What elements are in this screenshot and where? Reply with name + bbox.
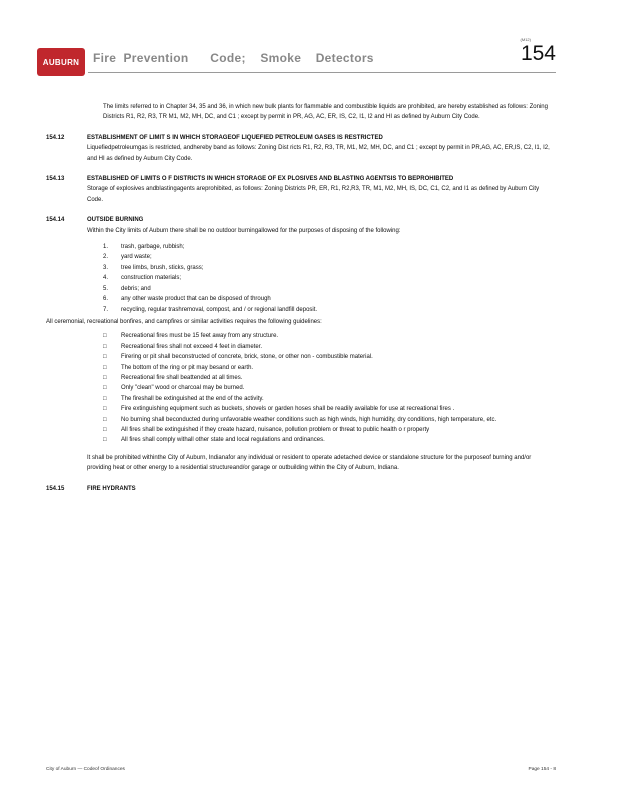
section-body: Liquefiedpetroleumgas is restricted, andhereby band as follows: Zoning Dist ricts R1, R2, R3, TR, M1, M2, MH, DC, and C1 ; except by permit in PR,AG, AC, ER,IS, C2, I1, I2, and HI as defined by Auburn City Code. <box>87 145 550 162</box>
checkbox-bullet-icon: □ <box>103 354 107 361</box>
guidelines-intro: All ceremonial, recreational bonfires, and campfires or similar activities requires the following guidelines: <box>46 318 322 325</box>
list-item: 5. debris; and <box>103 285 151 292</box>
list-item: 1. trash, garbage, rubbish; <box>103 244 185 251</box>
section-body: Within the City limits of Auburn there shall be no outdoor burningallowed for the purposes of disposing of the following: <box>87 227 401 234</box>
guideline-item: □ No burning shall beconducted during unfavorable weather conditions such as high winds, high humidity, dry conditions, high temperature, etc. <box>103 415 556 425</box>
checkbox-bullet-icon: □ <box>103 426 107 433</box>
header-divider <box>88 72 556 73</box>
auburn-logo <box>37 48 85 76</box>
guideline-item: □ Recreational fires shall not exceed 4 feet in diameter. <box>103 342 556 352</box>
intro-paragraph: The limits referred to in Chapter 34, 35 and 36, in which new bulk plants for flammable and combustible liquids are prohibited, are hereby established as follows: Zoning Districts R1, R2, R3, TR M1, M2, MH, DC, and C1 ; except by permit in PR, AG, AC, ER, IS, C2, I1, I2 and HI as defined by Auburn City Code. <box>103 104 548 121</box>
section-number: 154.12 <box>46 134 65 141</box>
section-title: FIRE HYDRANTS <box>87 485 136 492</box>
section-154-14 <box>46 215 556 473</box>
list-item: 7. recycling, regular trashremoval, compost, and / or regional landfill deposit. <box>103 306 318 313</box>
guideline-item: □ The fireshall be extinguished at the end of the activity. <box>103 394 556 404</box>
checkbox-bullet-icon: □ <box>103 343 107 350</box>
section-title: ESTABLISHMENT OF LIMIT S IN WHICH STORAGEOF LIQUEFIED PETROLEUM GASES IS RESTRICTED <box>87 134 383 141</box>
page-tiny-label: (M12) <box>520 37 531 42</box>
section-title: ESTABLISHED OF LIMITS O F DISTRICTS IN WHICH STORAGE OF EX PLOSIVES AND BLASTING AGENTSIS TO BEPROHIBITED <box>87 176 454 183</box>
footer-left: City of Auburn — Codeof Ordinances <box>46 767 125 772</box>
guideline-item: □ All fires shall be extinguished if they create hazard, nuisance, pollution problem or threat to public health o r property <box>103 425 556 435</box>
checkbox-bullet-icon: □ <box>103 395 107 402</box>
section-number: 154.13 <box>46 176 65 183</box>
checkbox-bullet-icon: □ <box>103 333 107 340</box>
guideline-item: □ Only "clean" wood or charcoal may be burned. <box>103 383 556 393</box>
section-body: Storage of explosives andblastingagents areprohibited, as follows: Zoning Districts PR, ER, R1, R2,R3, TR, M1, M2, MH, IS, DC, C1, C2, and I1 as defined by Auburn City Code. <box>87 186 540 203</box>
list-item: 4. construction materials; <box>103 275 182 282</box>
guideline-item: □ The bottom of the ring or pit may besand or earth. <box>103 363 556 373</box>
section-number: 154.14 <box>46 217 65 224</box>
list-item: 2. yard waste; <box>103 254 152 261</box>
section-154-15 <box>46 484 556 494</box>
guideline-item: □ Firering or pit shall beconstructed of concrete, brick, stone, or other non - combustible material. <box>103 352 556 362</box>
section-154-12 <box>46 133 556 164</box>
guideline-item: □ All fires shall comply withall other state and local regulations and ordinances. <box>103 435 556 445</box>
closing-paragraph: It shall be prohibited withinthe City of Auburn, Indianafor any individual or resident to operate adetached device or standalone structure for the purposeof burning and/or providing heat or other energy to a residential structureand/or garage or outbuilding within the City of Auburn, Indiana. <box>87 454 532 472</box>
checkbox-bullet-icon: □ <box>103 374 107 381</box>
checkbox-bullet-icon: □ <box>103 406 107 413</box>
checkbox-bullet-icon: □ <box>103 364 107 371</box>
guideline-item: □ Fire extinguishing equipment such as buckets, shovels or garden hoses shall be readily available for use at recreational fires . <box>103 404 556 414</box>
list-item: 3. tree limbs, brush, sticks, grass; <box>103 264 204 271</box>
page-content <box>46 102 556 494</box>
guideline-item: □ Recreational fires must be 15 feet away from any structure. <box>103 331 556 341</box>
logo-text: AUBURN <box>42 57 80 67</box>
list-item: 6. any other waste product that can be disposed of through <box>103 296 271 303</box>
section-number: 154.15 <box>46 485 65 492</box>
checkbox-bullet-icon: □ <box>103 437 107 444</box>
guidelines-list <box>87 331 556 445</box>
guideline-item: □ Recreational fire shall beattended at all times. <box>103 373 556 383</box>
document-title: Fire Prevention Code; Smoke Detectors <box>93 51 374 65</box>
section-154-13 <box>46 174 556 205</box>
checkbox-bullet-icon: □ <box>103 385 107 392</box>
section-title: OUTSIDE BURNING <box>87 217 144 224</box>
footer-page-label: Page 154 - 8 <box>528 767 556 772</box>
checkbox-bullet-icon: □ <box>103 416 107 423</box>
waste-list <box>87 242 556 315</box>
page-number: 154 <box>520 42 556 65</box>
